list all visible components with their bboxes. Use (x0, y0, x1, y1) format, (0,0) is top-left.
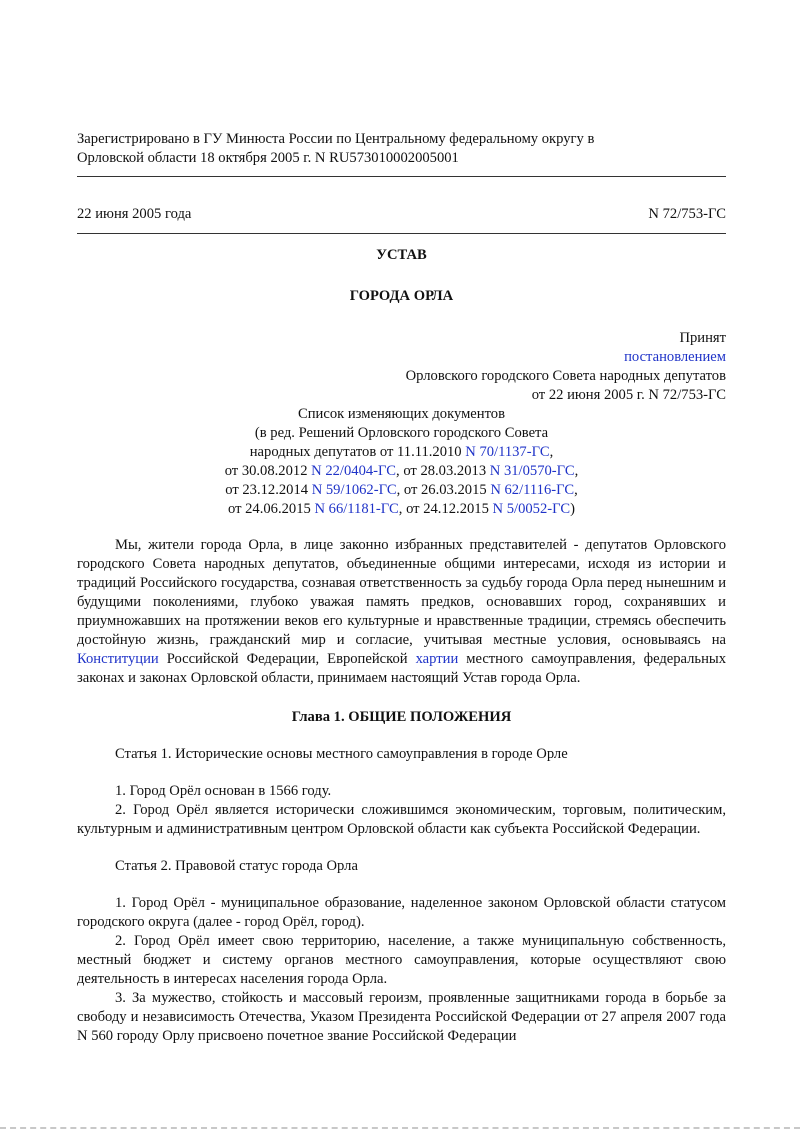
amendments-text: народных депутатов от 11.11.2010 (249, 444, 466, 460)
amendments-text: , (574, 463, 579, 479)
amendments-text: ) (570, 501, 575, 517)
document-subtitle: ГОРОДА ОРЛА (349, 288, 454, 304)
constitution-link[interactable]: Конституции (77, 651, 159, 667)
amendments-text: от 23.12.2014 (225, 482, 312, 498)
article-2-paragraph-2: 2. Город Орёл имеет свою территорию, население, а также муниципальную собственность, местный бюджет и систему органов местного самоуправления, которые осуществляют свою деятельность в интересах населения города Орла. (77, 933, 726, 987)
amendments-line-1: (в ред. Решений Орловского городского Совета (254, 425, 549, 441)
article-2-paragraph-1: 1. Город Орёл - муниципальное образование, наделенное законом Орловской области статусом городского округа (далее - город Орёл, город). (77, 895, 726, 930)
amendments-text: , от 28.03.2013 (396, 463, 490, 479)
adoption-line-1: Принят (679, 330, 726, 346)
date-number-line (77, 205, 726, 224)
amendments-line-2 (77, 443, 726, 462)
article-2-paragraph-3: 3. За мужество, стойкость и массовый героизм, проявленные защитниками города в борьбе за свободу и независимость Отечества, Указом Президента Российской Федерации от 27 апреля 2007 года N 560 городу Орлу присвоено почетное звание Российской Федерации (77, 990, 726, 1044)
amendment-link-66-1181[interactable]: N 66/1181-ГС (314, 501, 399, 517)
article-1-paragraph-1: 1. Город Орёл основан в 1566 году. (115, 783, 332, 799)
amendments-text: , от 26.03.2015 (396, 482, 491, 498)
article-2-title: Статья 2. Правовой статус города Орла (115, 858, 358, 874)
charter-link[interactable]: хартии (415, 651, 459, 667)
document-title: УСТАВ (376, 247, 427, 263)
article-1-title: Статья 1. Исторические основы местного самоуправления в городе Орле (115, 746, 568, 762)
preamble-text: Российской Федерации, Европейской (158, 651, 416, 667)
amendment-link-5-0052[interactable]: N 5/0052-ГС (492, 501, 571, 517)
document-date: 22 июня 2005 года (77, 206, 192, 222)
divider-top (77, 176, 726, 177)
amendments-text: , (549, 444, 554, 460)
amendment-link-31-0570[interactable]: N 31/0570-ГС (489, 463, 575, 479)
amendment-link-70-1137[interactable]: N 70/1137-ГС (465, 444, 550, 460)
amendment-link-62-1116[interactable]: N 62/1116-ГС (490, 482, 575, 498)
resolution-link[interactable]: постановлением (624, 349, 726, 365)
document-content (77, 130, 726, 1046)
registration-line-1: Зарегистрировано в ГУ Минюста России по Центральному федеральному округу в (77, 131, 595, 147)
amendments-line-4 (77, 481, 726, 500)
amendments-line-3 (77, 462, 726, 481)
adoption-line-3: Орловского городского Совета народных депутатов (405, 368, 726, 384)
amendments-block (77, 405, 726, 519)
adoption-line-4: от 22 июня 2005 г. N 72/753-ГС (531, 387, 726, 403)
preamble-text: местного самоуправления, федеральных законах и законах Орловской области, принимаем настоящий Устав города Орла. (77, 651, 727, 686)
document-number: N 72/753-ГС (648, 206, 726, 222)
amendments-text: от 30.08.2012 (224, 463, 312, 479)
amendments-heading: Список изменяющих документов (298, 406, 505, 422)
adoption-block (77, 329, 726, 405)
amendments-line-5 (77, 500, 726, 519)
chapter-1-title: Глава 1. ОБЩИЕ ПОЛОЖЕНИЯ (291, 709, 512, 725)
amendments-text: от 24.06.2015 (228, 501, 315, 517)
amendments-text: , (574, 482, 578, 498)
amendments-text: , от 24.12.2015 (398, 501, 493, 517)
registration-block (77, 130, 726, 168)
article-1-paragraph-2: 2. Город Орёл является исторически сложившимся экономическим, торговым, политическим, культурным и административным центром Орловской области как субъекта Российской Федерации. (77, 802, 726, 837)
amendment-link-59-1062[interactable]: N 59/1062-ГС (311, 482, 397, 498)
preamble-text: Мы, жители города Орла, в лице законно избранных представителей - депутатов Орловского городского Совета народных депутатов, объединенные общими интересами, исходя из истории и традиций Российского государства, сознавая ответственность за судьбу города Орла перед нынешним и будущими поколениями, глубоко уважая память предков, основавших город, сохранявших и приумножавших на протяжении веков его культурные и нравственные традиции, стремясь обеспечить достойную жизнь, гражданский мир и согласие, учитывая местные условия, основываясь на (77, 537, 726, 648)
preamble (77, 536, 726, 688)
amendment-link-22-0404[interactable]: N 22/0404-ГС (311, 463, 397, 479)
registration-line-2: Орловской области 18 октября 2005 г. N RU573010002005001 (77, 150, 459, 166)
page-bottom-edge (0, 1127, 800, 1129)
divider-date (77, 233, 726, 234)
